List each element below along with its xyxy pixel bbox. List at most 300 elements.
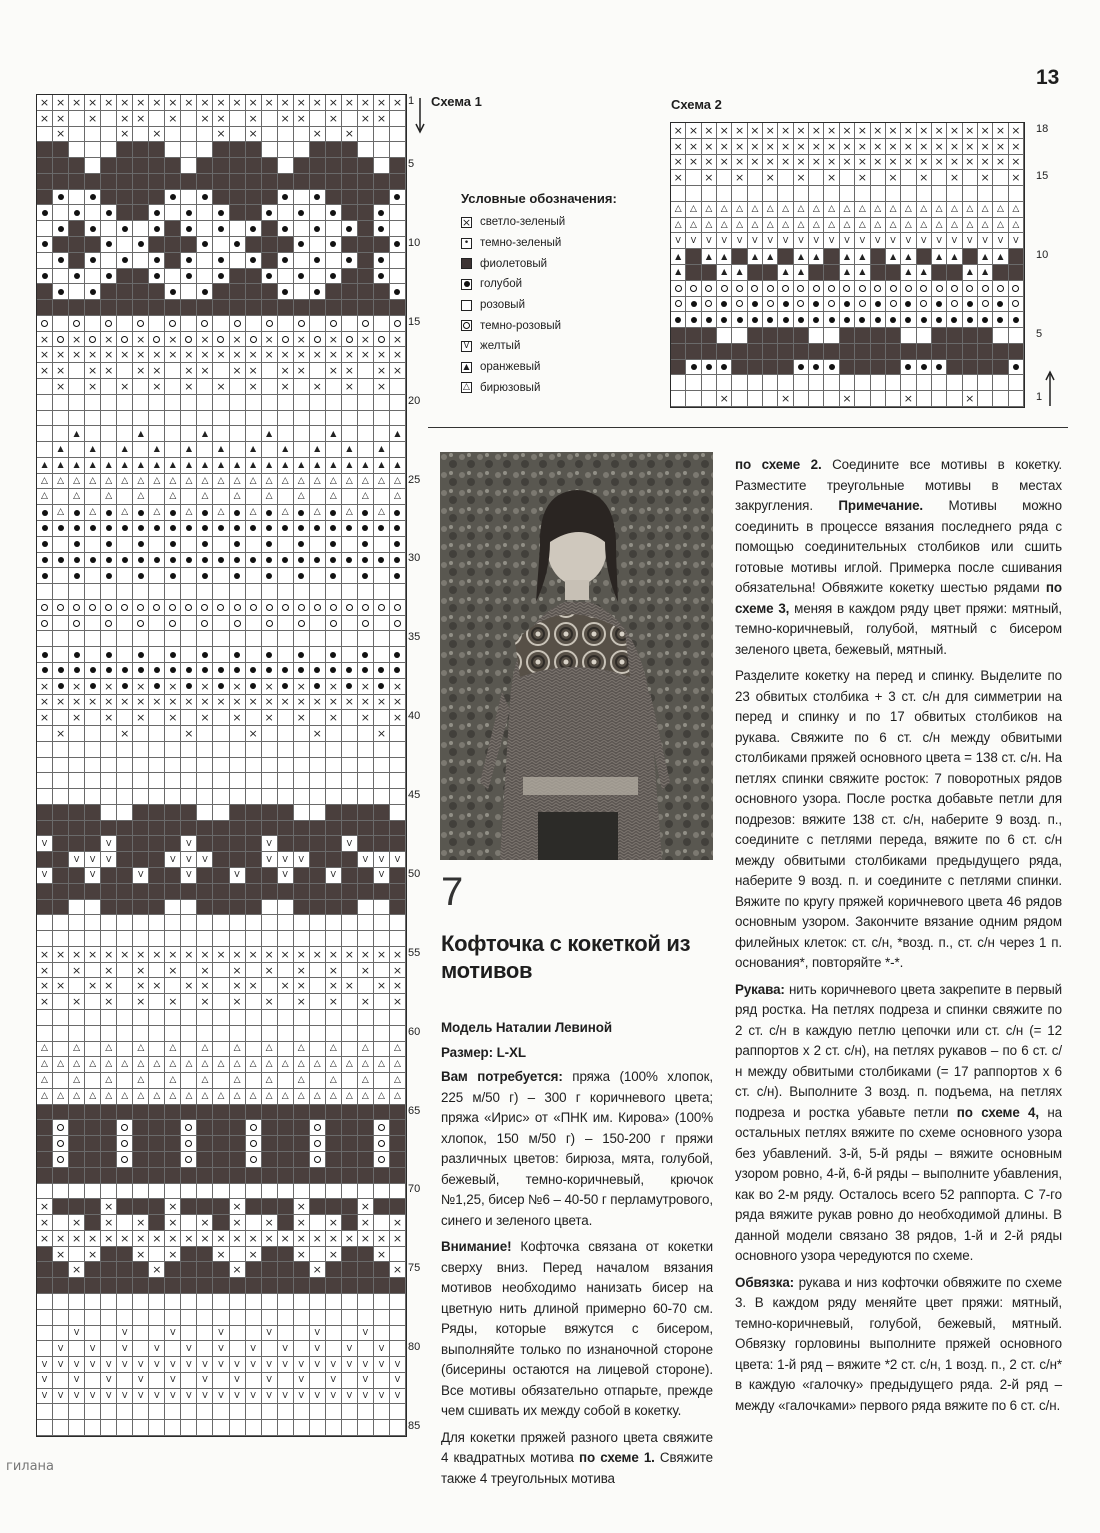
chart-cell	[181, 900, 197, 916]
chart-cell	[149, 1420, 165, 1436]
chart-cell	[294, 1199, 310, 1215]
chart-cell	[69, 158, 85, 174]
chart-cell	[197, 915, 213, 931]
chart-cell	[213, 1089, 229, 1105]
chart-cell	[809, 281, 824, 297]
chart-cell	[181, 411, 197, 427]
chart-cell	[840, 375, 855, 391]
chart-cell	[326, 411, 342, 427]
chart-cell	[230, 1294, 246, 1310]
chart-cell	[69, 395, 85, 411]
chart-cell	[133, 442, 149, 458]
chart-cell	[213, 269, 229, 285]
chart-cell	[358, 758, 374, 774]
chart-cell	[342, 1231, 358, 1247]
chart-cell	[181, 1152, 197, 1168]
chart-cell	[85, 205, 101, 221]
chart-cell	[794, 155, 809, 171]
chart-cell	[69, 1010, 85, 1026]
chart-cell	[149, 789, 165, 805]
chart-cell	[310, 190, 326, 206]
chart-cell	[901, 360, 916, 376]
chart-cell	[871, 139, 886, 155]
chart-cell	[978, 249, 993, 265]
chart-cell	[294, 931, 310, 947]
chart-cell	[671, 233, 686, 249]
chart-cell	[117, 947, 133, 963]
chart-cell	[778, 123, 793, 139]
chart-cell	[69, 1105, 85, 1121]
chart-cell	[278, 363, 294, 379]
chart-cell	[213, 884, 229, 900]
chart-cell	[69, 537, 85, 553]
chart-cell	[294, 805, 310, 821]
chart-cell	[101, 695, 117, 711]
chart-cell	[732, 139, 747, 155]
chart-cell	[133, 663, 149, 679]
chart-cell	[871, 218, 886, 234]
chart-cell	[342, 773, 358, 789]
chart-cell	[262, 1341, 278, 1357]
chart-cell	[230, 111, 246, 127]
chart-cell	[326, 300, 342, 316]
legend	[461, 191, 617, 398]
row-label: 1	[408, 94, 415, 107]
chart-cell	[840, 186, 855, 202]
chart-cell	[230, 679, 246, 695]
chart-cell	[947, 139, 962, 155]
chart-cell	[358, 695, 374, 711]
chart-cell	[374, 695, 390, 711]
chart-cell	[85, 505, 101, 521]
chart-cell	[342, 742, 358, 758]
chart-cell	[342, 1278, 358, 1294]
chart-cell	[294, 158, 310, 174]
chart-cell	[53, 1089, 69, 1105]
chart-cell	[85, 600, 101, 616]
chart-cell	[963, 391, 978, 407]
chart-cell	[294, 616, 310, 632]
chart-cell	[358, 1404, 374, 1420]
chart-cell	[181, 789, 197, 805]
chart-cell	[374, 111, 390, 127]
chart-cell	[85, 1310, 101, 1326]
chart-cell	[374, 379, 390, 395]
chart-cell	[213, 395, 229, 411]
chart-cell	[358, 963, 374, 979]
chart-cell	[117, 584, 133, 600]
chart-cell	[717, 391, 732, 407]
chart-cell	[85, 190, 101, 206]
chart-cell	[230, 1089, 246, 1105]
chart-cell	[262, 1389, 278, 1405]
chart-cell	[871, 375, 886, 391]
chart-cell	[901, 328, 916, 344]
chart-cell	[342, 789, 358, 805]
chart-cell	[230, 805, 246, 821]
chart-cell	[390, 868, 406, 884]
chart-cell	[262, 931, 278, 947]
chart-cell	[262, 332, 278, 348]
chart-cell	[117, 1010, 133, 1026]
chart-cell	[326, 1026, 342, 1042]
chart-cell	[310, 1326, 326, 1342]
chart-cell	[917, 186, 932, 202]
chart-cell	[294, 1215, 310, 1231]
chart-cell	[53, 426, 69, 442]
model-photo	[440, 452, 713, 860]
chart-cell	[326, 395, 342, 411]
chart-cell	[278, 616, 294, 632]
chart-cell	[342, 900, 358, 916]
chart-cell	[165, 963, 181, 979]
chart-cell	[947, 249, 962, 265]
chart-cell	[310, 1404, 326, 1420]
chart-cell	[358, 111, 374, 127]
chart-cell	[326, 284, 342, 300]
chart-cell	[246, 1420, 262, 1436]
article-left-column	[441, 1018, 713, 1495]
chart-cell	[262, 205, 278, 221]
chart-cell	[69, 1420, 85, 1436]
chart-cell	[374, 221, 390, 237]
chart-cell	[917, 375, 932, 391]
chart-cell	[197, 931, 213, 947]
chart-cell	[310, 1341, 326, 1357]
chart-cell	[358, 269, 374, 285]
chart-cell	[778, 170, 793, 186]
chart-cell	[37, 963, 53, 979]
chart-cell	[262, 947, 278, 963]
chart-cell	[53, 1357, 69, 1373]
chart-cell	[374, 474, 390, 490]
chart-cell	[181, 695, 197, 711]
chart-cell	[310, 111, 326, 127]
chart-cell	[358, 584, 374, 600]
chart-cell	[149, 474, 165, 490]
row-label: 1	[1036, 391, 1043, 404]
chart-cell	[342, 1136, 358, 1152]
chart-cell	[294, 1294, 310, 1310]
chart-cell	[671, 312, 686, 328]
chart-cell	[197, 742, 213, 758]
chart-cell	[181, 1247, 197, 1263]
chart-cell	[101, 1057, 117, 1073]
chart-cell	[702, 344, 717, 360]
chart-cell	[230, 1247, 246, 1263]
chart-cell	[53, 1073, 69, 1089]
chart-cell	[117, 284, 133, 300]
chart-cell	[133, 553, 149, 569]
chart-cell	[310, 237, 326, 253]
chart-cell	[69, 426, 85, 442]
chart-cell	[181, 1262, 197, 1278]
chart-cell	[963, 249, 978, 265]
chart-cell	[963, 297, 978, 313]
chart-cell	[117, 1389, 133, 1405]
page-number: 13	[1036, 66, 1060, 89]
chart-cell	[246, 1184, 262, 1200]
chart-cell	[69, 947, 85, 963]
chart-cell	[37, 190, 53, 206]
chart-cell	[278, 95, 294, 111]
chart-cell	[310, 868, 326, 884]
chart-cell	[278, 647, 294, 663]
chart-cell	[342, 1010, 358, 1026]
chart-cell	[246, 1215, 262, 1231]
chart-cell	[262, 237, 278, 253]
chart-cell	[246, 647, 262, 663]
chart-cell	[390, 584, 406, 600]
chart-cell	[390, 505, 406, 521]
chart-cell	[262, 363, 278, 379]
chart-cell	[101, 458, 117, 474]
chart-cell	[278, 521, 294, 537]
chart-cell	[262, 600, 278, 616]
chart-cell	[37, 1089, 53, 1105]
chart-cell	[117, 1357, 133, 1373]
chart-cell	[326, 600, 342, 616]
chart-cell	[374, 1120, 390, 1136]
chart-cell	[133, 584, 149, 600]
chart-cell	[133, 742, 149, 758]
chart-cell	[702, 375, 717, 391]
chart-cell	[246, 931, 262, 947]
chart-cell	[117, 852, 133, 868]
chart-cell	[294, 379, 310, 395]
chart-cell	[963, 281, 978, 297]
chart-cell	[37, 221, 53, 237]
chart-cell	[101, 1136, 117, 1152]
chart-cell	[101, 158, 117, 174]
chart-cell	[165, 363, 181, 379]
chart-cell	[213, 458, 229, 474]
chart-cell	[342, 1373, 358, 1389]
chart-cell	[310, 695, 326, 711]
chart-cell	[278, 1357, 294, 1373]
chart-cell	[374, 411, 390, 427]
chart-cell	[230, 127, 246, 143]
chart-cell	[133, 1105, 149, 1121]
chart-cell	[149, 379, 165, 395]
chart-cell	[809, 344, 824, 360]
chart-cell	[37, 884, 53, 900]
chart-cell	[133, 695, 149, 711]
chart-cell	[342, 505, 358, 521]
chart-cell	[246, 1341, 262, 1357]
chart-cell	[213, 1326, 229, 1342]
chart-cell	[213, 616, 229, 632]
chart-cell	[390, 1231, 406, 1247]
chart-cell	[197, 1231, 213, 1247]
chart-cell	[809, 265, 824, 281]
chart-cell	[213, 994, 229, 1010]
chart-cell	[149, 679, 165, 695]
chart-cell	[246, 237, 262, 253]
chart-cell	[262, 726, 278, 742]
chart-cell	[262, 1310, 278, 1326]
chart-cell	[133, 963, 149, 979]
chart-cell	[262, 695, 278, 711]
chart-cell	[165, 1341, 181, 1357]
chart-cell	[53, 1341, 69, 1357]
chart-cell	[978, 360, 993, 376]
chart-cell	[358, 537, 374, 553]
chart-cell	[278, 1136, 294, 1152]
chart-cell	[181, 347, 197, 363]
chart-cell	[824, 344, 839, 360]
chart-cell	[53, 742, 69, 758]
chart-cell	[993, 297, 1008, 313]
chart-cell	[262, 1010, 278, 1026]
chart-cell	[686, 202, 701, 218]
chart-cell	[165, 600, 181, 616]
chart-cell	[165, 269, 181, 285]
chart-cell	[181, 836, 197, 852]
chart-cell	[149, 631, 165, 647]
chart-cell	[901, 233, 916, 249]
chart-cell	[342, 221, 358, 237]
chart-cell	[101, 95, 117, 111]
chart-cell	[149, 505, 165, 521]
chart-cell	[85, 616, 101, 632]
chart-cell	[262, 489, 278, 505]
chart-cell	[358, 1294, 374, 1310]
chart-cell	[294, 978, 310, 994]
chart-cell	[133, 647, 149, 663]
chart-cell	[294, 521, 310, 537]
chart-cell	[213, 347, 229, 363]
chart-cell	[165, 332, 181, 348]
chart-cell	[840, 233, 855, 249]
chart-cell	[213, 663, 229, 679]
chart-cell	[230, 647, 246, 663]
chart-cell	[37, 474, 53, 490]
chart-cell	[101, 411, 117, 427]
chart-cell	[213, 1215, 229, 1231]
chart-cell	[294, 1373, 310, 1389]
chart-cell	[117, 994, 133, 1010]
chart-cell	[326, 1152, 342, 1168]
chart-cell	[917, 202, 932, 218]
chart-cell	[374, 1294, 390, 1310]
chart-cell	[246, 1231, 262, 1247]
chart-cell	[947, 297, 962, 313]
chart-cell	[294, 489, 310, 505]
chart-cell	[165, 884, 181, 900]
chart-cell	[294, 821, 310, 837]
chart-cell	[326, 884, 342, 900]
chart-cell	[246, 253, 262, 269]
chart-cell	[278, 1247, 294, 1263]
chart-cell	[778, 375, 793, 391]
chart-cell	[886, 249, 901, 265]
chart-cell	[326, 1199, 342, 1215]
chart-cell	[117, 758, 133, 774]
chart-cell	[69, 1184, 85, 1200]
chart-cell	[993, 186, 1008, 202]
chart-cell	[978, 312, 993, 328]
chart-cell	[358, 474, 374, 490]
chart-cell	[294, 1073, 310, 1089]
chart-cell	[149, 332, 165, 348]
chart-cell	[165, 1294, 181, 1310]
chart-cell	[165, 1152, 181, 1168]
chart-cell	[149, 237, 165, 253]
chart-cell	[213, 1120, 229, 1136]
chart-cell	[358, 95, 374, 111]
chart-cell	[326, 947, 342, 963]
row-label: 20	[408, 394, 421, 407]
chart-cell	[358, 1389, 374, 1405]
chart-cell	[117, 1199, 133, 1215]
chart-cell	[213, 505, 229, 521]
chart-cell	[278, 1294, 294, 1310]
chart-cell	[197, 1199, 213, 1215]
chart-cell	[262, 1404, 278, 1420]
chart-cell	[117, 1042, 133, 1058]
chart-cell	[840, 202, 855, 218]
chart-cell	[101, 1420, 117, 1436]
row-label: 35	[408, 631, 421, 644]
chart-cell	[213, 868, 229, 884]
chart-cell	[278, 994, 294, 1010]
edging-paragraph: Обвязка: рукава и низ кофточки обвяжите по схеме 3. В каждом ряду меняйте цвет пряжи: мятный, темно-коричневый, голубой, бежевый, мятный. Обвязку горловины выполните пряжей основного цвета: 1-й ряд – вяжите *2 ст. с/н, 1 возд. п., 2 ст. с/н* в каждую «галочку» предыдущего ряда. 2-й ряд – между «галочками» первого ряда вяжите по 6 ст. с/н.	[735, 1274, 1062, 1413]
chart-cell	[374, 1089, 390, 1105]
chart-cell	[390, 347, 406, 363]
chart-cell	[390, 805, 406, 821]
chart-cell	[213, 852, 229, 868]
chart-cell	[310, 95, 326, 111]
chart-cell	[181, 600, 197, 616]
chart-cell	[932, 186, 947, 202]
chart-cell	[326, 474, 342, 490]
chart-cell	[101, 663, 117, 679]
chart-cell	[37, 174, 53, 190]
chart-cell	[342, 158, 358, 174]
chart-cell	[53, 663, 69, 679]
chart-cell	[133, 1152, 149, 1168]
chart-cell	[117, 332, 133, 348]
chart-cell	[262, 1184, 278, 1200]
chart-cell	[165, 458, 181, 474]
chart-cell	[374, 852, 390, 868]
chart-cell	[165, 505, 181, 521]
chart-cell	[390, 1326, 406, 1342]
chart-cell	[213, 710, 229, 726]
chart-cell	[246, 1105, 262, 1121]
chart-cell	[213, 332, 229, 348]
chart-cell	[246, 600, 262, 616]
chart-cell	[671, 139, 686, 155]
chart-cell	[262, 1278, 278, 1294]
chart-cell	[197, 1136, 213, 1152]
chart-cell	[993, 281, 1008, 297]
chart-cell	[702, 218, 717, 234]
chart-cell	[165, 1199, 181, 1215]
chart-cell	[101, 1089, 117, 1105]
chart-cell	[262, 269, 278, 285]
chart-cell	[149, 915, 165, 931]
chart-cell	[85, 1120, 101, 1136]
chart-cell	[310, 710, 326, 726]
chart-cell	[133, 884, 149, 900]
chart-cell	[342, 1042, 358, 1058]
chart-cell	[278, 978, 294, 994]
chart-cell	[133, 474, 149, 490]
chart-cell	[901, 344, 916, 360]
chart-cell	[181, 95, 197, 111]
